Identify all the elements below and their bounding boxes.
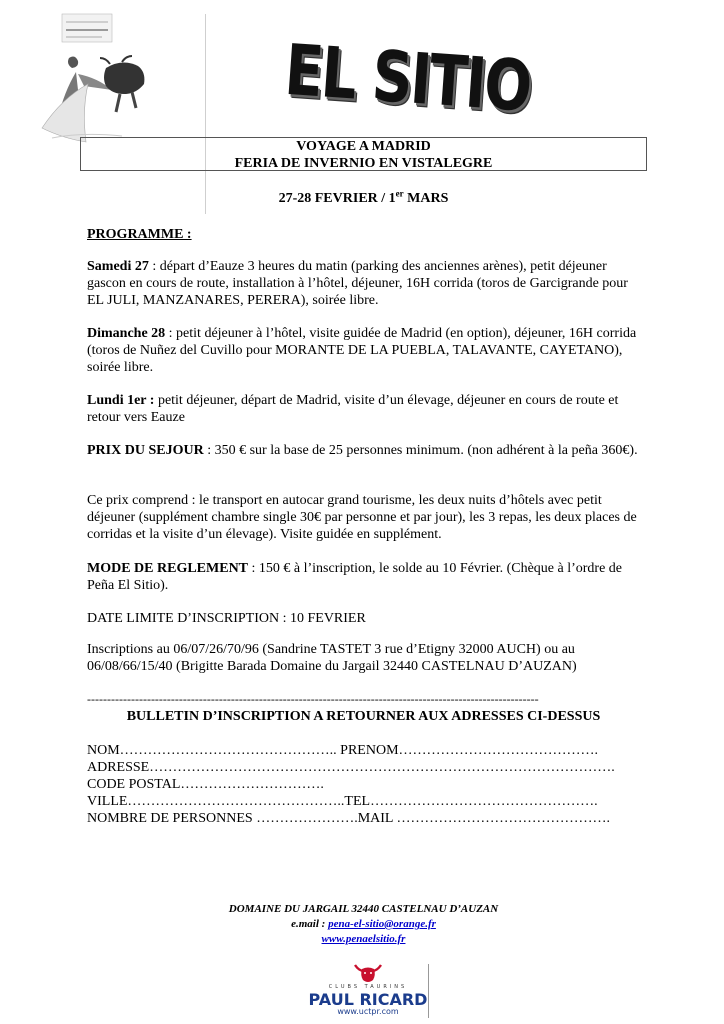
form-line-code-postal: CODE POSTAL…………………………. bbox=[87, 777, 324, 792]
sponsor-tagline: CLUBS TAURINS bbox=[328, 984, 408, 990]
prix-paragraph bbox=[87, 442, 647, 459]
voyage-title: VOYAGE A MADRID bbox=[296, 139, 431, 154]
sponsor-name: PAUL RICARD bbox=[308, 990, 428, 1009]
footer-website bbox=[80, 932, 647, 947]
form-line-nombre: NOMBRE DE PERSONNES ………………….MAIL ………………………………………. bbox=[87, 811, 610, 826]
sponsor-logo bbox=[306, 962, 430, 1020]
prix-comprend-paragraph: Ce prix comprend : le transport en autocar grand tourisme, les deux nuits d’hôtels avec petit déjeuner (supplément chambre single 30€ par personne et par jour), les 3 repas, les deux places de corridas et la visite d’un élevage). Visite guidée en supplément. bbox=[87, 493, 637, 542]
samedi-paragraph bbox=[87, 258, 647, 309]
email-link[interactable]: pena-el-sitio@orange.fr bbox=[328, 918, 436, 930]
dates-main: 27-28 FEVRIER / 1 bbox=[278, 191, 396, 206]
prix-text: : 350 € sur la base de 25 personnes minimum. (non adhérent à la peña 360€). bbox=[203, 443, 638, 458]
bull-head-icon bbox=[353, 962, 383, 984]
programme-heading: PROGRAMME : bbox=[87, 227, 192, 242]
footer-email-line bbox=[80, 917, 647, 932]
prix-label: PRIX DU SEJOUR bbox=[87, 443, 204, 458]
form-line-adresse: ADRESSE………………………………………………………………………………………. bbox=[87, 760, 615, 775]
dates-end: MARS bbox=[403, 191, 449, 206]
reglement-paragraph bbox=[87, 560, 647, 594]
cut-line: ----------------------------------------------------------------------------------------------------------------- bbox=[87, 692, 539, 706]
bullfight-illustration bbox=[32, 8, 152, 158]
vertical-rule bbox=[205, 14, 206, 214]
samedi-text: : départ d’Eauze 3 heures du matin (parking des anciennes arènes), petit déjeuner gascon en cours de route, installation à l’hôtel, déjeuner, 16H corrida (toros de Garcigrande pour EL JULI, MANZANARES, PERERA), soirée libre. bbox=[87, 259, 628, 308]
sponsor-divider bbox=[428, 964, 429, 1018]
form-line-ville: VILLE………………………………………..TEL…………………………………………. bbox=[87, 794, 598, 809]
footer-address: DOMAINE DU JARGAIL 32440 CASTELNAU D’AUZAN bbox=[228, 903, 499, 915]
reglement-label: MODE DE REGLEMENT bbox=[87, 561, 249, 576]
el-sitio-logo: EL SITIO bbox=[282, 30, 533, 129]
date-limite: DATE LIMITE D’INSCRIPTION : 10 FEVRIER bbox=[87, 611, 366, 626]
sponsor-url: www.uctpr.com bbox=[337, 1007, 399, 1016]
bulletin-title: BULLETIN D’INSCRIPTION A RETOURNER AUX ADRESSES CI-DESSUS bbox=[126, 709, 601, 724]
reglement-text: : 150 € à l’inscription, le solde au 10 Février. (Chèque à l’ordre de Peña El Sitio). bbox=[87, 561, 623, 593]
dates-superscript: er bbox=[395, 188, 404, 199]
lundi-text: petit déjeuner, départ de Madrid, visite d’un élevage, déjeuner en cours de route et retour vers Eauze bbox=[87, 393, 619, 425]
feria-title: FERIA DE INVERNIO EN VISTALEGRE bbox=[234, 156, 493, 171]
event-dates bbox=[80, 190, 647, 207]
lundi-label: Lundi 1er : bbox=[87, 393, 155, 408]
website-link[interactable]: www.penaelsitio.fr bbox=[321, 933, 406, 945]
dimanche-text: : petit déjeuner à l’hôtel, visite guidée de Madrid (en option), déjeuner, 16H corrida (toros de Nuñez del Cuvillo pour MORANTE DE LA PUEBLA, TALAVANTE, CAYETANO), soirée libre. bbox=[87, 326, 637, 375]
email-label: e.mail : bbox=[291, 918, 329, 930]
form-line-nom: NOM……………………………………….. PRENOM……………………………………. bbox=[87, 743, 599, 758]
lundi-paragraph bbox=[87, 392, 647, 426]
inscriptions-paragraph: Inscriptions au 06/07/26/70/96 (Sandrine TASTET 3 rue d’Etigny 32000 AUCH) ou au 06/08/66/15/40 (Brigitte Barada Domaine du Jargail 32440 CASTELNAU D’AUZAN) bbox=[87, 642, 577, 674]
dimanche-label: Dimanche 28 bbox=[87, 326, 166, 341]
dimanche-paragraph bbox=[87, 325, 647, 376]
samedi-label: Samedi 27 bbox=[87, 259, 149, 274]
